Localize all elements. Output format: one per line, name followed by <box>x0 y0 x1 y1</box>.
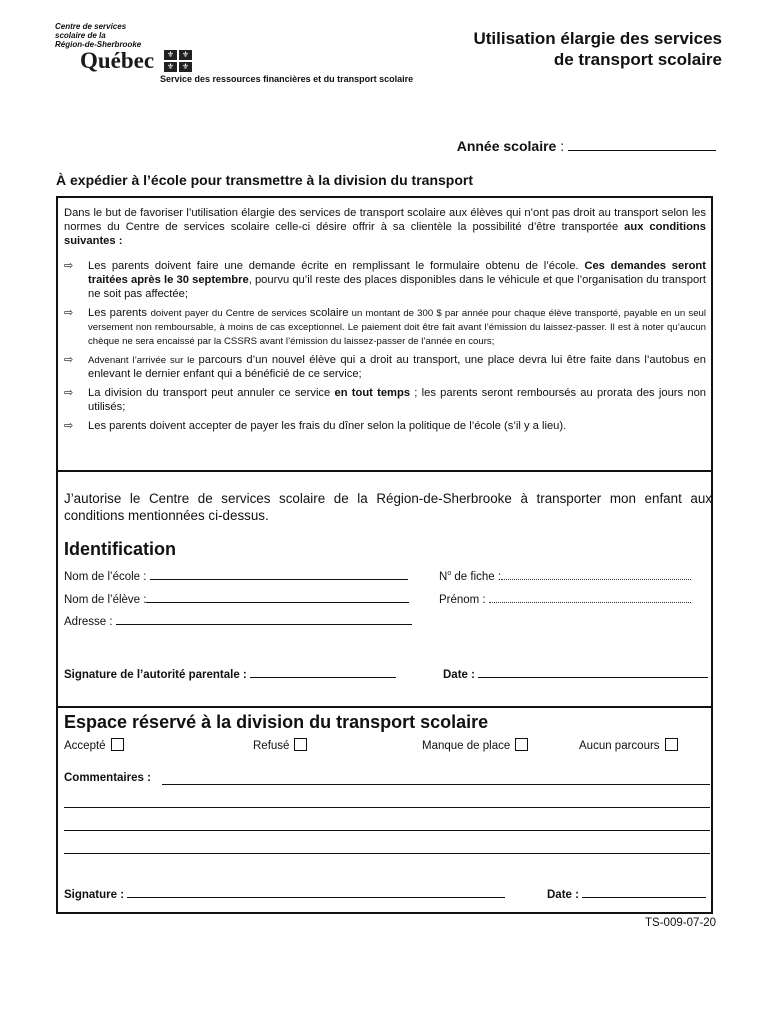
list-item: ⇨ Advenant l’arrivée sur le parcours d’un nouvel élève qui a droit au transport, une place devra lui être faite dans l’autobus en enlevant le dernier enfant qui a bénéficié de ce service; <box>64 354 706 380</box>
accepted-option[interactable]: Accepté <box>64 738 124 752</box>
list-item: ⇨ Les parents doivent payer du Centre de services scolaire un montant de 300 $ par année pour chaque élève transporté, payable en un seul versement non remboursable, à moins de cas exceptionnel. Le paiement doit être fait avant l’émission du laissez-passer. Il est à noter qu’aucun chèque ne sera encaissé par la CSSRS avant l’émission du laissez-passer de l’année en cours; <box>64 307 706 347</box>
division-date-field[interactable]: Date : <box>547 886 706 901</box>
arrow-right-icon: ⇨ <box>64 307 74 319</box>
comments-input[interactable] <box>162 784 710 785</box>
arrow-right-icon: ⇨ <box>64 387 74 399</box>
school-year-field[interactable]: Année scolaire : <box>457 138 716 154</box>
arrow-right-icon: ⇨ <box>64 260 74 272</box>
accepted-checkbox[interactable] <box>111 738 124 751</box>
no-route-checkbox[interactable] <box>665 738 678 751</box>
conditions-list <box>64 259 706 438</box>
division-signature-field[interactable]: Signature : <box>64 886 505 901</box>
no-route-option[interactable]: Aucun parcours <box>579 738 678 752</box>
parent-signature-field[interactable]: Signature de l’autorité parentale : <box>64 666 396 681</box>
reserved-heading: Espace réservé à la division du transport scolaire <box>64 712 489 732</box>
service-name: Service des ressources financières et du transport scolaire <box>160 74 414 84</box>
list-item: ⇨ La division du transport peut annuler ce service en tout temps ; les parents seront remboursés au prorata des jours non utilisés; <box>64 387 707 413</box>
comments-line[interactable] <box>64 853 710 854</box>
identification-heading: Identification <box>64 539 176 559</box>
parent-date-field[interactable]: Date : <box>443 666 708 681</box>
file-number-input[interactable] <box>501 568 691 580</box>
comments-line[interactable] <box>64 807 710 808</box>
instruction-heading: À expédier à l’école pour transmettre à la division du transport <box>56 172 473 188</box>
division-signature-input[interactable] <box>127 886 505 898</box>
address-field[interactable]: Adresse : <box>64 613 412 628</box>
comments-field[interactable]: Commentaires : <box>64 772 151 784</box>
quebec-logo-word: Québec <box>80 48 155 73</box>
division-date-input[interactable] <box>582 886 706 898</box>
refused-option[interactable]: Refusé <box>253 738 307 752</box>
file-number-field[interactable]: $N^o$ de fiche : <box>439 568 691 583</box>
conditions-intro: Dans le but de favoriser l’utilisation élargie des services de transport scolaire aux élèves qui n’ont pas droit au transport selon les normes du Centre de services scolaire celle-ci désire offrir à sa clientèle la possibilité d’être transportée aux conditions suivantes : <box>64 207 706 247</box>
authorization-text: J’autorise le Centre de services scolaire de la Région-de-Sherbrooke à transporter mon enfant aux conditions mentionnées ci-dessus. <box>64 491 712 523</box>
arrow-right-icon: ⇨ <box>64 420 74 432</box>
no-place-option[interactable]: Manque de place <box>422 738 528 752</box>
fleur-de-lis-icon: ⚜ ⚜ ⚜ ⚜ <box>164 50 192 72</box>
school-name-input[interactable] <box>150 568 408 580</box>
student-name-field[interactable]: Nom de l’élève : <box>64 591 409 606</box>
address-input[interactable] <box>116 613 412 625</box>
refused-checkbox[interactable] <box>294 738 307 751</box>
school-name-field[interactable]: Nom de l’école : <box>64 568 408 583</box>
school-year-input[interactable] <box>568 150 716 151</box>
parent-signature-input[interactable] <box>250 666 396 678</box>
comments-line[interactable] <box>64 830 710 831</box>
document-title: Utilisation élargie des services de transport scolaire <box>473 29 722 69</box>
list-item: ⇨ Les parents doivent accepter de payer les frais du dîner selon la politique de l’école (s’il y a lieu). <box>64 420 567 432</box>
first-name-field[interactable]: Prénom : <box>439 591 691 606</box>
parent-date-input[interactable] <box>478 666 708 678</box>
first-name-input[interactable] <box>489 591 691 603</box>
student-name-input[interactable] <box>146 591 409 603</box>
logo-org-name: Centre de services scolaire de la Région-de-Sherbrooke <box>55 22 142 49</box>
list-item: ⇨ Les parents doivent faire une demande écrite en remplissant le formulaire obtenu de l’école. Ces demandes seront traitées après le 30 septembre, pourvu qu’il reste des places disponibles dans le véhicule et que l’organisation du transport ne soit pas affectée; <box>64 260 706 300</box>
no-place-checkbox[interactable] <box>515 738 528 751</box>
form-code: TS-009-07-20 <box>645 917 716 929</box>
arrow-right-icon: ⇨ <box>64 354 74 366</box>
